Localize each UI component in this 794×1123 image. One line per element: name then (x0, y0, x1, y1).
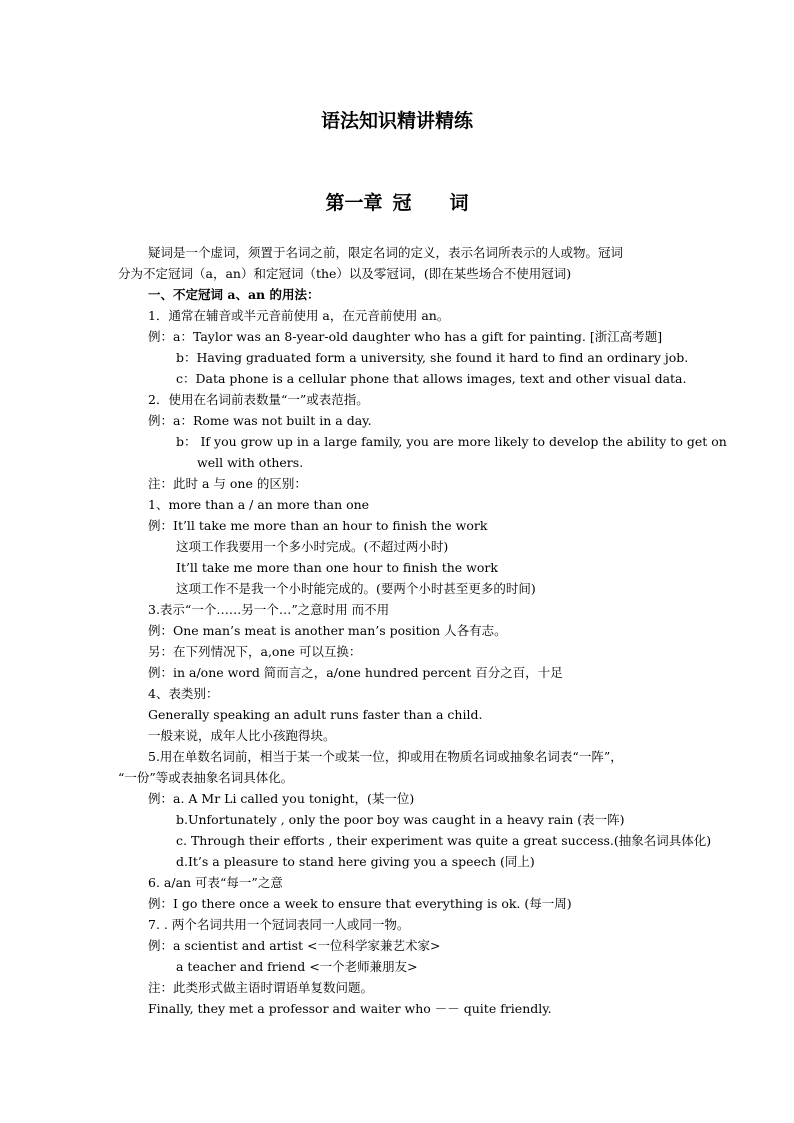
translation-more-than-one-hour: 这项工作不是我一个小时能完成的。(要两个小时甚至更多的时间) (176, 581, 536, 596)
example-more-than-one-hour: It’ll take me more than one hour to finish the work (176, 560, 498, 575)
example-2a: 例：a：Rome was not built in a day. (148, 413, 372, 428)
rule-7: 7. . 两个名词共用一个冠词表同一人或同一物。 (148, 917, 410, 932)
chapter-number: 第一章 (325, 192, 383, 214)
intro-paragraph-line-1: 疑词是一个虚词，须置于名词之前，限定名词的定义，表示名词所表示的人或物。冠词 (148, 245, 624, 260)
note-difference: 注：此时 a 与 one 的区别： (148, 476, 307, 491)
example-5b: b.Unfortunately , only the poor boy was caught in a heavy rain (表一阵) (176, 812, 625, 827)
example-1c: c：Data phone is a cellular phone that allows images, text and other visual data. (176, 371, 687, 386)
translation-more-than-an-hour: 这项工作我要用一个多小时完成。(不超过两小时) (176, 539, 449, 554)
note-interchangeable: 另：在下列情况下，a,one 可以互换： (148, 644, 362, 659)
chapter-word-a: 冠 (392, 192, 412, 214)
example-5a: 例：a. A Mr Li called you tonight，(某一位) (148, 791, 415, 806)
rule-5-continued: “一份”等或表抽象名词具体化。 (118, 770, 294, 785)
example-4: Generally speaking an adult runs faster than a child. (148, 707, 483, 722)
rule-5: 5.用在单数名词前，相当于某一个或某一位，抑或用在物质名词或抽象名词表“一阵”， (148, 749, 623, 764)
example-3: 例：One man’s meat is another man’s position 人各有志。 (148, 623, 507, 638)
example-7b: a teacher and friend <一个老师兼朋友> (176, 959, 418, 974)
chapter-word-b: 词 (449, 192, 469, 214)
example-2b-continued: well with others. (197, 455, 304, 470)
note-agreement: 注：此类形式做主语时谓语单复数问题。 (148, 980, 374, 995)
document-title: 语法知识精讲精练 (320, 110, 473, 132)
example-7a: 例：a scientist and artist <一位科学家兼艺术家> (148, 938, 441, 953)
comparison-more-than: 1、more than a / an more than one (148, 497, 370, 512)
example-5d: d.It’s a pleasure to stand here giving you a speech (同上) (176, 854, 535, 869)
exercise-sentence: Finally, they met a professor and waiter who －－ quite friendly. (148, 1001, 552, 1016)
example-1b: b：Having graduated form a university, she found it hard to find an ordinary job. (176, 350, 689, 365)
example-2b: b： If you grow up in a large family, you are more likely to develop the ability to get on (176, 434, 727, 449)
rule-2: 2．使用在名词前表数量“一”或表范指。 (148, 392, 369, 407)
rule-3: 3.表示“一个……另一个…”之意时用 而不用 (148, 602, 390, 617)
example-interchangeable: 例：in a/one word 简而言之，a/one hundred percent 百分之百，十足 (148, 665, 563, 680)
example-6: 例：I go there once a week to ensure that everything is ok. (每一周) (148, 896, 572, 911)
example-1a: 例：a：Taylor was an 8-year-old daughter who has a gift for painting. [浙江高考题] (148, 329, 663, 344)
section-heading-indefinite-article: 一、不定冠词 a、an 的用法： (148, 287, 320, 302)
rule-6: 6. a/an 可表“每一”之意 (148, 875, 283, 890)
rule-1: 1．通常在辅音或半元音前使用 a，在元音前使用 an。 (148, 308, 450, 323)
intro-paragraph-line-2: 分为不定冠词（a，an）和定冠词（the）以及零冠词，(即在某些场合不使用冠词) (118, 266, 572, 281)
rule-4: 4、表类别： (148, 686, 219, 701)
example-more-than-an-hour: 例：It’ll take me more than an hour to finish the work (148, 518, 488, 533)
chapter-heading (0, 188, 794, 215)
example-5c: c. Through their efforts , their experiment was quite a great success.(抽象名词具体化) (176, 833, 712, 848)
translation-4: 一般来说，成年人比小孩跑得块。 (148, 728, 336, 743)
